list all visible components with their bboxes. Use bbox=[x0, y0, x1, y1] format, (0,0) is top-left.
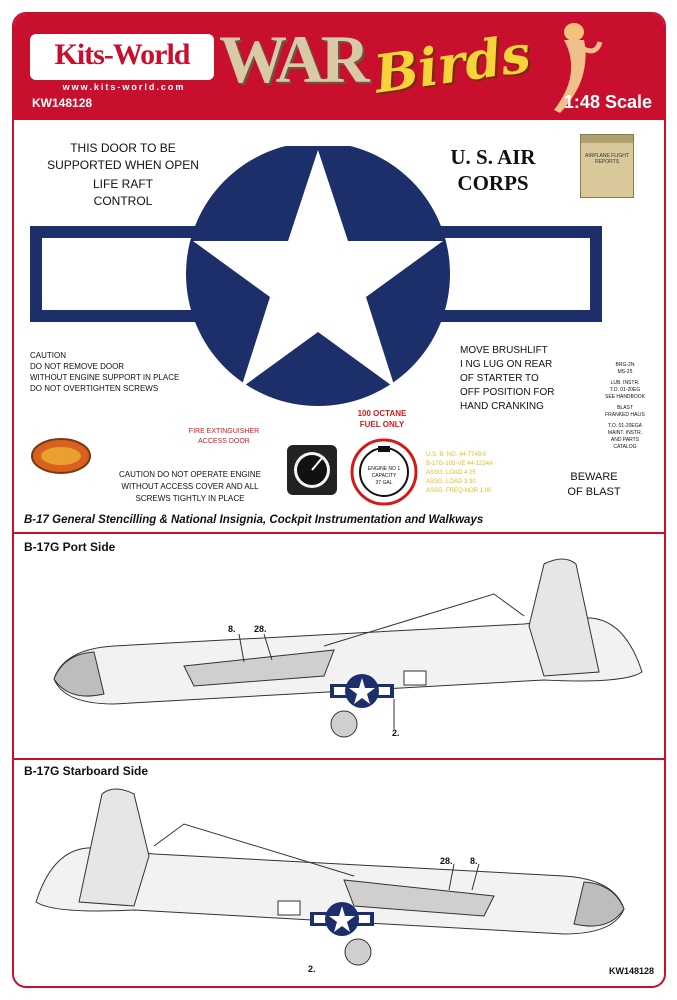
brand-url: www.kits-world.com bbox=[62, 82, 186, 92]
birds-title: Birds bbox=[370, 23, 535, 106]
starboard-callout-8: 8. bbox=[470, 856, 478, 866]
flight-report-tag: AIRPLANE FLIGHT REPORTS bbox=[580, 134, 634, 198]
caution-engine-stencil: CAUTION DO NOT OPERATE ENGINE WITHOUT ACCESS COVER AND ALL SCREWS TIGHTLY IN PLACE bbox=[119, 470, 261, 503]
divider-1 bbox=[14, 532, 664, 534]
scale-label: 1:48 Scale bbox=[563, 92, 652, 112]
fire-extinguisher-stencil: FIRE EXTINGUISHER ACCESS DOOR bbox=[188, 428, 260, 445]
header-banner bbox=[14, 14, 664, 120]
usac-stencil: U. S. AIR CORPS bbox=[450, 145, 536, 195]
port-callout-28: 28. bbox=[254, 624, 267, 634]
port-side-profile bbox=[24, 554, 654, 754]
walkway-oval-icon bbox=[30, 436, 92, 476]
beware-blast-stencil: BEWARE OF BLAST bbox=[567, 471, 621, 498]
decal-sheet bbox=[12, 12, 666, 988]
aircraft-data-block: U.S. B. NO. 44-7748-0 B-17G-105-VE 44-1234A ASSG. LOAD 4 25 ASSG. LOAD 3 30 ASSG. FREQ-NOR 1.00 bbox=[426, 452, 494, 494]
brand-logo bbox=[30, 34, 214, 80]
door-stencil: THIS DOOR TO BE SUPPORTED WHEN OPEN bbox=[47, 141, 199, 172]
war-title: WAR bbox=[219, 21, 366, 97]
fuel-octane-stencil: 100 OCTANE FUEL ONLY bbox=[357, 409, 407, 429]
small-stencils-right: BRG-2N MS-25 LUB. INSTR. T.O. 01-20EG SEE HANDBOOK BLAST FRANKED HALIS T.O. 01-20EGA MAINT. INSTR. AND PARTS CATALOG bbox=[604, 362, 645, 450]
footer-kit-code: KW148128 bbox=[608, 966, 654, 976]
brushlift-stencil: MOVE BRUSHLIFT I NG LUG ON REAR OF STARTER TO OFF POSITION FOR HAND CRANKING bbox=[460, 345, 555, 412]
section-caption-stencils: B-17 General Stencilling & National Insignia, Cockpit Instrumentation and Walkways bbox=[24, 514, 484, 526]
instrument-dial-icon bbox=[286, 444, 338, 496]
starboard-callout-2: 2. bbox=[308, 964, 316, 974]
starboard-side-profile bbox=[24, 784, 654, 974]
starboard-callout-28: 28. bbox=[440, 856, 453, 866]
port-side-caption: B-17G Port Side bbox=[24, 540, 116, 554]
brand-name: Kits-World bbox=[54, 38, 190, 71]
divider-2 bbox=[14, 758, 664, 760]
port-callout-8: 8. bbox=[228, 624, 236, 634]
port-callout-2: 2. bbox=[392, 728, 400, 738]
starboard-side-caption: B-17G Starboard Side bbox=[24, 764, 149, 778]
liferaft-stencil: LIFE RAFT CONTROL bbox=[92, 177, 153, 208]
caution-door-stencil: CAUTION DO NOT REMOVE DOOR WITHOUT ENGINE SUPPORT IN PLACE DO NOT OVERTIGHTEN SCREWS bbox=[30, 351, 180, 393]
kit-code: KW148128 bbox=[32, 96, 93, 110]
fuel-capacity-text: ENGINE NO 1 CAPACITY 37 GAL bbox=[367, 466, 401, 486]
